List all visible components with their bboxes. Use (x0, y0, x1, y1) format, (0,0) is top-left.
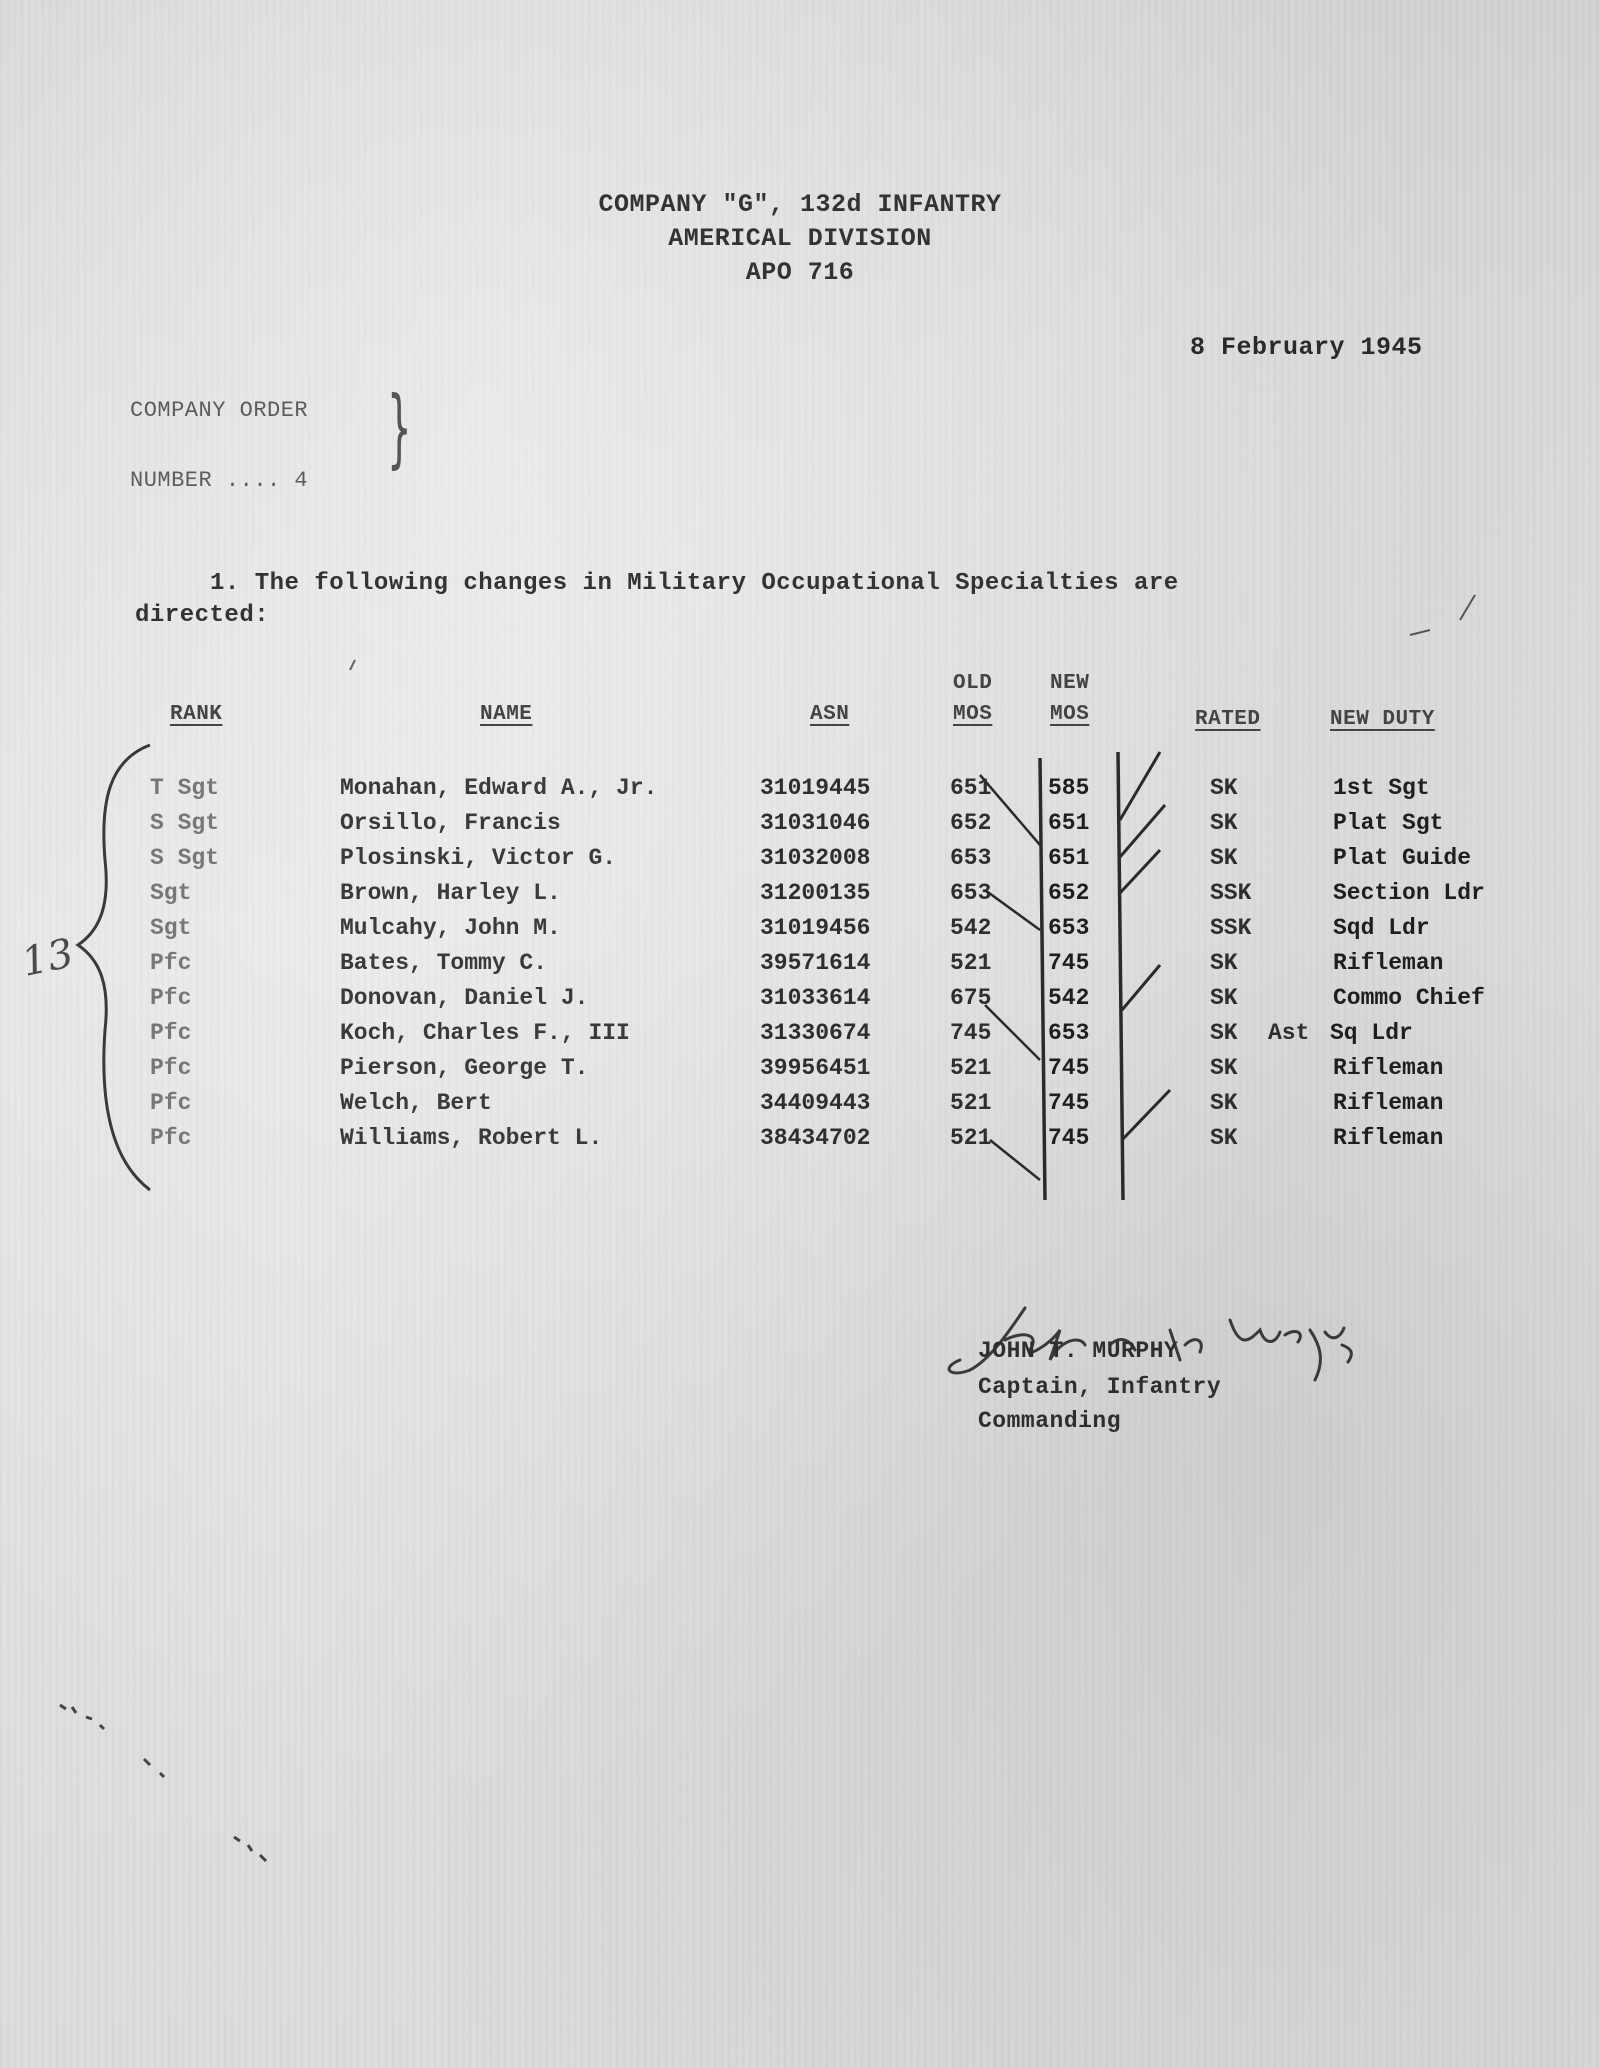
table-row (0, 845, 1600, 880)
name-cell: Donovan, Daniel J. (340, 985, 589, 1011)
old-mos-cell: 745 (950, 1020, 992, 1046)
new-duty-cell: Rifleman (1333, 1090, 1444, 1116)
old-mos-cell: 652 (950, 810, 992, 836)
asn-cell: 34409443 (760, 1090, 871, 1116)
header-old-mos-top: OLD (953, 672, 993, 695)
rated-cell: SK (1210, 810, 1238, 836)
name-cell: Pierson, George T. (340, 1055, 589, 1081)
new-mos-cell: 745 (1048, 1090, 1090, 1116)
table-row (0, 1055, 1600, 1090)
table-row (0, 1020, 1600, 1055)
pencil-mark (1410, 630, 1430, 635)
table-row (0, 810, 1600, 845)
name-cell: Brown, Harley L. (340, 880, 561, 906)
rank-cell: Pfc (150, 950, 192, 976)
asn-cell: 31019456 (760, 915, 871, 941)
order-brace: } (387, 378, 412, 478)
new-duty-cell: Rifleman (1333, 950, 1444, 976)
order-number: NUMBER .... 4 (130, 468, 309, 493)
rated-cell: SK (1210, 1020, 1238, 1046)
rank-cell: Pfc (150, 1020, 192, 1046)
new-duty-cell: 1st Sgt (1333, 775, 1430, 801)
new-mos-cell: 653 (1048, 1020, 1090, 1046)
pencil-scribble (60, 1705, 266, 1861)
name-cell: Bates, Tommy C. (340, 950, 548, 976)
pencil-mark (1460, 595, 1475, 620)
old-mos-cell: 653 (950, 880, 992, 906)
new-mos-cell: 585 (1048, 775, 1090, 801)
asn-cell: 31032008 (760, 845, 871, 871)
rated-cell: SK (1210, 950, 1238, 976)
rated-cell: SSK (1210, 915, 1252, 941)
header-new-duty: NEW DUTY (1330, 708, 1435, 731)
old-mos-cell: 521 (950, 1055, 992, 1081)
rank-cell: Pfc (150, 985, 192, 1011)
asn-cell: 39956451 (760, 1055, 871, 1081)
rated-cell: SK (1210, 1055, 1238, 1081)
name-cell: Plosinski, Victor G. (340, 845, 617, 871)
name-cell: Welch, Bert (340, 1090, 492, 1116)
table-row (0, 985, 1600, 1020)
rank-cell: Pfc (150, 1090, 192, 1116)
header-asn: ASN (810, 703, 850, 726)
new-duty-cell: Commo Chief (1333, 985, 1485, 1011)
signer-title: Captain, Infantry (978, 1374, 1222, 1400)
asn-cell: 31200135 (760, 880, 871, 906)
table-row (0, 775, 1600, 810)
rank-cell: S Sgt (150, 845, 220, 871)
rank-cell: Pfc (150, 1055, 192, 1081)
old-mos-cell: 521 (950, 950, 992, 976)
rank-cell: T Sgt (150, 775, 220, 801)
old-mos-cell: 542 (950, 915, 992, 941)
asn-cell: 31031046 (760, 810, 871, 836)
rated-cell: SK (1210, 1090, 1238, 1116)
asn-cell: 31033614 (760, 985, 871, 1011)
paragraph-line-2: directed: (135, 602, 270, 629)
asn-cell: 39571614 (760, 950, 871, 976)
table-row (0, 915, 1600, 950)
rated-cell: SSK (1210, 880, 1252, 906)
asn-cell: 31019445 (760, 775, 871, 801)
signer-role: Commanding (978, 1408, 1122, 1434)
rank-cell: Pfc (150, 1125, 192, 1151)
header-rated: RATED (1195, 708, 1261, 731)
rank-cell: Sgt (150, 880, 192, 906)
order-title: COMPANY ORDER (130, 398, 309, 423)
pencil-mark (350, 660, 355, 670)
rank-cell: S Sgt (150, 810, 220, 836)
document-date: 8 February 1945 (1190, 333, 1423, 362)
new-duty-cell: Rifleman (1333, 1125, 1444, 1151)
new-mos-cell: 745 (1048, 1055, 1090, 1081)
header-rank: RANK (170, 703, 223, 726)
name-cell: Monahan, Edward A., Jr. (340, 775, 658, 801)
table-row (0, 1125, 1600, 1160)
header-unit: COMPANY "G", 132d INFANTRY (598, 190, 1002, 219)
rated-cell: SK (1210, 775, 1238, 801)
name-cell: Mulcahy, John M. (340, 915, 561, 941)
header-old-mos-bottom: MOS (953, 703, 993, 726)
new-duty-cell: Plat Sgt (1333, 810, 1444, 836)
signer-name: JOHN T. MURPHY (978, 1338, 1179, 1364)
new-duty-cell: Sq Ldr (1330, 1020, 1413, 1046)
rated-cell: SK (1210, 1125, 1238, 1151)
header-new-mos-bottom: MOS (1050, 703, 1090, 726)
new-mos-cell: 651 (1048, 810, 1090, 836)
table-row (0, 950, 1600, 985)
new-mos-cell: 745 (1048, 1125, 1090, 1151)
paragraph-line-1: 1. The following changes in Military Occupational Specialties are (210, 570, 1179, 597)
table-row (0, 880, 1600, 915)
table-row (0, 1090, 1600, 1125)
old-mos-cell: 521 (950, 1090, 992, 1116)
asn-cell: 38434702 (760, 1125, 871, 1151)
old-mos-cell: 653 (950, 845, 992, 871)
duty-prefix-cell: Ast (1268, 1020, 1310, 1046)
new-duty-cell: Sqd Ldr (1333, 915, 1430, 941)
new-duty-cell: Section Ldr (1333, 880, 1485, 906)
header-name: NAME (480, 703, 533, 726)
rank-cell: Sgt (150, 915, 192, 941)
old-mos-cell: 651 (950, 775, 992, 801)
header-division: AMERICAL DIVISION (668, 224, 932, 253)
rated-cell: SK (1210, 985, 1238, 1011)
name-cell: Koch, Charles F., III (340, 1020, 630, 1046)
old-mos-cell: 675 (950, 985, 992, 1011)
new-duty-cell: Plat Guide (1333, 845, 1472, 871)
new-mos-cell: 745 (1048, 950, 1090, 976)
name-cell: Orsillo, Francis (340, 810, 561, 836)
new-duty-cell: Rifleman (1333, 1055, 1444, 1081)
new-mos-cell: 652 (1048, 880, 1090, 906)
new-mos-cell: 651 (1048, 845, 1090, 871)
new-mos-cell: 542 (1048, 985, 1090, 1011)
rated-cell: SK (1210, 845, 1238, 871)
header-apo: APO 716 (745, 258, 855, 287)
margin-note: 13 (17, 930, 79, 986)
header-new-mos-top: NEW (1050, 672, 1090, 695)
asn-cell: 31330674 (760, 1020, 871, 1046)
old-mos-cell: 521 (950, 1125, 992, 1151)
new-mos-cell: 653 (1048, 915, 1090, 941)
name-cell: Williams, Robert L. (340, 1125, 603, 1151)
